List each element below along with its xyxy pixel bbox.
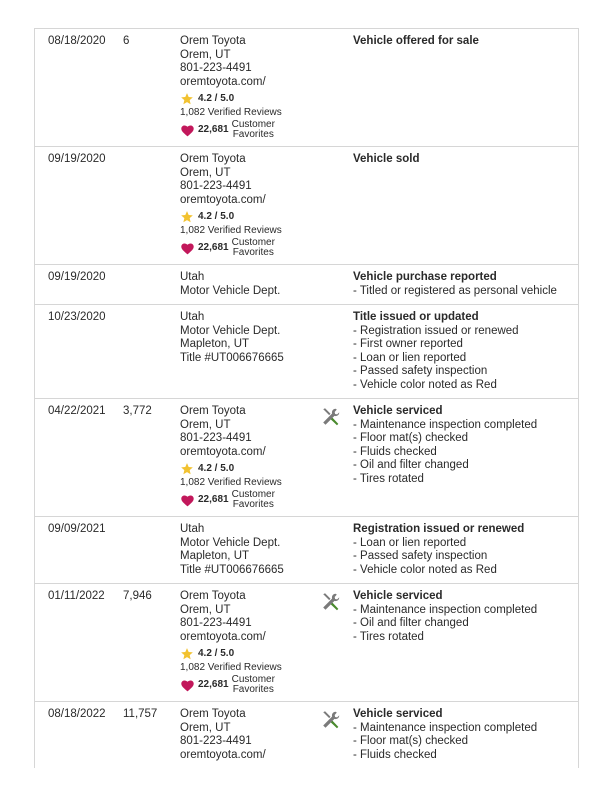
- event-detail: - Loan or lien reported: [353, 352, 578, 366]
- event-detail: - Floor mat(s) checked: [353, 432, 578, 446]
- favorites-count: 22,681: [198, 242, 229, 254]
- row-mileage: 7,946: [123, 590, 152, 602]
- rating-score: 4.2 / 5.0: [198, 648, 235, 660]
- source-line: Orem Toyota: [180, 405, 246, 417]
- row-icon-cell: [320, 311, 353, 392]
- row-source: [180, 708, 320, 762]
- event-title: Vehicle purchase reported: [353, 271, 497, 283]
- source-line: 801-223-4491: [180, 62, 252, 74]
- vehicle-history-table: [34, 28, 579, 768]
- source-line: Orem, UT: [180, 721, 231, 734]
- row-date: 09/19/2020: [48, 271, 106, 283]
- row-source: [180, 311, 320, 392]
- source-line: Title #UT006676665: [180, 563, 284, 576]
- event-detail: - Fluids checked: [353, 446, 578, 460]
- row-date: 08/18/2020: [48, 35, 106, 47]
- event-detail: - Loan or lien reported: [353, 537, 578, 551]
- row-details: [353, 271, 578, 298]
- heart-icon: [180, 124, 195, 137]
- source-line: oremtoyota.com/: [180, 630, 266, 643]
- review-count: 1,082 Verified Reviews: [180, 662, 282, 673]
- source-line: Mapleton, UT: [180, 550, 250, 562]
- row-mileage: [123, 271, 180, 298]
- star-icon: [180, 462, 194, 476]
- row-icon-cell: [320, 35, 353, 140]
- star-icon: [180, 647, 194, 661]
- favorites-count: 22,681: [198, 679, 229, 691]
- rating-score: 4.2 / 5.0: [198, 93, 235, 105]
- row-source: [180, 153, 320, 258]
- event-title: Vehicle serviced: [353, 590, 443, 602]
- favorites-count: 22,681: [198, 494, 229, 506]
- favorites-label: [232, 675, 275, 695]
- favorites-label-line: Favorites: [232, 129, 274, 140]
- table-row: [35, 399, 578, 517]
- event-detail: - Oil and filter changed: [353, 459, 578, 473]
- favorites-label-line: Customer: [231, 489, 275, 500]
- source-line: Motor Vehicle Dept.: [180, 536, 281, 549]
- event-title: Vehicle offered for sale: [353, 35, 479, 47]
- event-detail: - First owner reported: [353, 338, 578, 352]
- customer-favorites: [180, 490, 320, 510]
- source-line: Motor Vehicle Dept.: [180, 324, 281, 337]
- favorites-label-line: Customer: [231, 119, 275, 130]
- row-date: 09/09/2021: [48, 523, 106, 535]
- rating-score: 4.2 / 5.0: [198, 463, 235, 475]
- row-source: [180, 35, 320, 140]
- customer-favorites: [180, 675, 320, 695]
- row-mileage: 11,757: [123, 708, 158, 720]
- event-detail: - Fluids checked: [353, 749, 578, 763]
- review-count: 1,082 Verified Reviews: [180, 225, 282, 236]
- favorites-label-line: Customer: [231, 674, 275, 685]
- row-details: [353, 523, 578, 577]
- source-line: 801-223-4491: [180, 432, 252, 444]
- wrench-screwdriver-icon: [320, 709, 342, 731]
- row-mileage: 6: [123, 35, 130, 47]
- table-row: [35, 305, 578, 399]
- row-details: [353, 590, 578, 695]
- row-icon-cell: [320, 153, 353, 258]
- event-detail: - Oil and filter changed: [353, 617, 578, 631]
- row-details: [353, 35, 578, 140]
- favorites-label: [232, 120, 275, 140]
- rating-score: 4.2 / 5.0: [198, 211, 235, 223]
- source-line: oremtoyota.com/: [180, 193, 266, 206]
- star-icon: [180, 210, 194, 224]
- row-details: [353, 405, 578, 510]
- heart-icon: [180, 679, 195, 692]
- review-count: 1,082 Verified Reviews: [180, 107, 282, 118]
- row-date: 01/11/2022: [48, 590, 105, 602]
- source-line: Orem, UT: [180, 603, 231, 616]
- row-icon-cell: [320, 271, 353, 298]
- event-detail: - Maintenance inspection completed: [353, 419, 578, 433]
- favorites-label-line: Favorites: [232, 247, 274, 258]
- source-line: Utah: [180, 311, 205, 323]
- favorites-label: [232, 490, 275, 510]
- event-title: Vehicle serviced: [353, 708, 443, 720]
- dealer-rating: [180, 210, 320, 224]
- table-row: [35, 147, 578, 265]
- event-detail: - Floor mat(s) checked: [353, 735, 578, 749]
- heart-icon: [180, 242, 195, 255]
- row-source: [180, 590, 320, 695]
- source-line: Orem, UT: [180, 418, 231, 431]
- row-mileage: [123, 523, 180, 577]
- event-title: Registration issued or renewed: [353, 523, 525, 535]
- source-line: Utah: [180, 271, 205, 283]
- customer-favorites: [180, 120, 320, 140]
- row-date: 10/23/2020: [48, 311, 106, 323]
- source-line: oremtoyota.com/: [180, 75, 266, 88]
- row-icon-cell: [320, 405, 353, 510]
- event-detail: - Passed safety inspection: [353, 365, 578, 379]
- wrench-screwdriver-icon: [320, 591, 342, 613]
- table-row: [35, 265, 578, 305]
- source-line: Orem Toyota: [180, 35, 246, 47]
- row-icon-cell: [320, 590, 353, 695]
- dealer-rating: [180, 92, 320, 106]
- row-source: [180, 271, 320, 298]
- event-detail: - Vehicle color noted as Red: [353, 379, 578, 393]
- row-icon-cell: [320, 523, 353, 577]
- table-row: [35, 702, 578, 768]
- row-date: 09/19/2020: [48, 153, 106, 165]
- source-line: oremtoyota.com/: [180, 748, 266, 761]
- row-details: [353, 153, 578, 258]
- favorites-count: 22,681: [198, 124, 229, 136]
- source-line: Orem Toyota: [180, 708, 246, 720]
- row-details: [353, 311, 578, 392]
- review-count: 1,082 Verified Reviews: [180, 477, 282, 488]
- row-source: [180, 405, 320, 510]
- event-title: Vehicle serviced: [353, 405, 443, 417]
- source-line: 801-223-4491: [180, 735, 252, 747]
- event-detail: - Titled or registered as personal vehicle: [353, 285, 578, 299]
- source-line: oremtoyota.com/: [180, 445, 266, 458]
- row-date: 08/18/2022: [48, 708, 106, 720]
- favorites-label-line: Customer: [231, 237, 275, 248]
- event-title: Title issued or updated: [353, 311, 479, 323]
- dealer-rating: [180, 462, 320, 476]
- source-line: Orem Toyota: [180, 153, 246, 165]
- row-date: 04/22/2021: [48, 405, 106, 417]
- table-row: [35, 28, 578, 147]
- wrench-screwdriver-icon: [320, 406, 342, 428]
- source-line: Motor Vehicle Dept.: [180, 284, 281, 297]
- event-detail: - Tires rotated: [353, 631, 578, 645]
- event-detail: - Tires rotated: [353, 473, 578, 487]
- row-mileage: [123, 153, 180, 258]
- row-details: [353, 708, 578, 762]
- source-line: Orem, UT: [180, 48, 231, 61]
- favorites-label: [232, 238, 275, 258]
- dealer-rating: [180, 647, 320, 661]
- source-line: Mapleton, UT: [180, 338, 250, 350]
- row-icon-cell: [320, 708, 353, 762]
- star-icon: [180, 92, 194, 106]
- row-source: [180, 523, 320, 577]
- event-detail: - Vehicle color noted as Red: [353, 564, 578, 578]
- source-line: Orem, UT: [180, 166, 231, 179]
- row-mileage: [123, 311, 180, 392]
- event-detail: - Maintenance inspection completed: [353, 722, 578, 736]
- source-line: Orem Toyota: [180, 590, 246, 602]
- table-row: [35, 584, 578, 702]
- source-line: 801-223-4491: [180, 180, 252, 192]
- favorites-label-line: Favorites: [232, 499, 274, 510]
- row-mileage: 3,772: [123, 405, 152, 417]
- source-line: Utah: [180, 523, 205, 535]
- source-line: Title #UT006676665: [180, 351, 284, 364]
- favorites-label-line: Favorites: [232, 684, 274, 695]
- heart-icon: [180, 494, 195, 507]
- source-line: 801-223-4491: [180, 617, 252, 629]
- event-detail: - Maintenance inspection completed: [353, 604, 578, 618]
- customer-favorites: [180, 238, 320, 258]
- event-detail: - Registration issued or renewed: [353, 325, 578, 339]
- event-title: Vehicle sold: [353, 153, 420, 165]
- event-detail: - Passed safety inspection: [353, 550, 578, 564]
- table-row: [35, 517, 578, 584]
